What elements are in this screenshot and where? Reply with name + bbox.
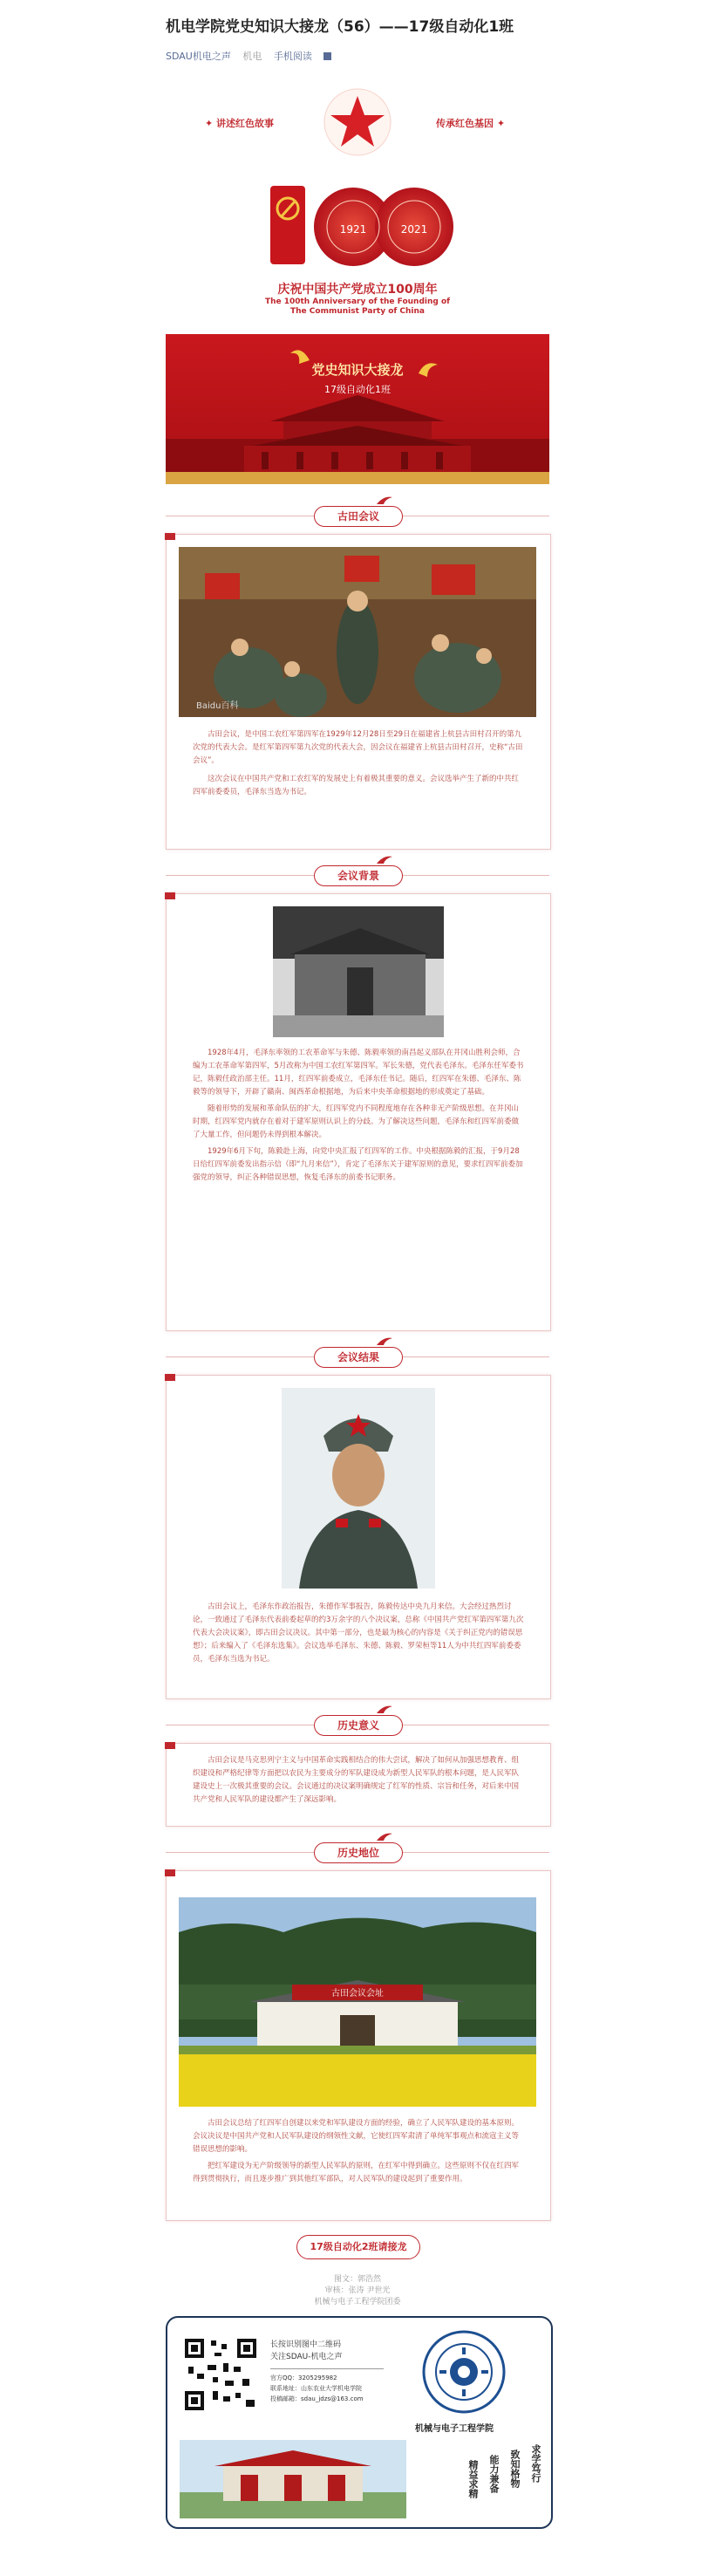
red-flag-corner-icon [165, 533, 175, 540]
section-text [193, 1754, 524, 1807]
paragraph: 随着形势的发展和革命队伍的扩大，红四军党内不同程度地存在各种非无产阶级思想。在井冈山时期，红四军党内就存在着对于建军原则认识上的分歧。为了解决这些问题，毛泽东和红四军前委做了大量工作，但问题仍未得到根本解决。 [193, 1104, 520, 1139]
bird-icon [375, 1336, 394, 1347]
red-star-icon [323, 87, 392, 157]
credits [166, 2272, 549, 2306]
article-meta [166, 49, 715, 63]
poem-line: 能力兼备 [488, 2455, 500, 2493]
bird-icon [375, 1832, 394, 1842]
section-text [193, 728, 524, 799]
section-text [193, 1047, 524, 1185]
section-card-gutian [166, 534, 551, 850]
section-card-significance [166, 1743, 551, 1827]
college-gate-photo [180, 2440, 406, 2518]
bird-icon [375, 495, 394, 506]
paragraph: 古田会议上，毛泽东作政治报告，朱德作军事报告，陈毅传达中央九月来信。大会经过热烈讨论，一致通过了毛泽东代表前委起草的约3万余字的八个决议案，总称《中国共产党红军第四军第九次代表大会决议案》，即古田会议决议。其中第一部分，也是最为核心的内容是《关于纠正党内的错误思想》；后来编入了《毛泽东选集》。会议选举毛泽东、朱德、陈毅、罗荣桓等11人为中共红四军前委委员，毛泽东当选为书记。 [193, 1602, 524, 1664]
original-label: 机电 [242, 51, 262, 62]
section-text [193, 2117, 524, 2186]
left-slogan: ✦ 讲述红色故事 [205, 118, 275, 129]
site-sign-text: 古田会议会址 [331, 1989, 384, 1999]
paragraph: 1929年6月下旬，陈毅赴上海，向党中央汇报了红四军的工作。中央根据陈毅的汇报，于9月28日给红四军前委发出指示信（即“九月来信”），肯定了毛泽东关于建军原则的意见，要求红四军前委加强党的领导，纠正各种错误思想，恢复毛泽东的前委书记职务。 [193, 1147, 523, 1182]
section-text [193, 1601, 524, 1666]
palace-illustration [166, 334, 549, 484]
title-banner [166, 334, 549, 484]
paragraph: 1928年4月，毛泽东率领的工农革命军与朱德、陈毅率领的南昌起义部队在井冈山胜利会师，合编为工农革命军第四军，5月改称为中国工农红军第四军。军长朱德，党代表毛泽东。毛泽东任军委书记，陈毅任政治部主任。11月，红四军前委成立，毛泽东任书记。随后，红四军在朱德、毛泽东、陈毅等的领导下，开辟了赣南、闽西革命根据地，为后来中央革命根据地的形成奠定了基础。 [193, 1049, 524, 1097]
section-pill: 古田会议 [314, 506, 403, 527]
celebrate-en-1: The 100th Anniversary of the Founding of [264, 297, 451, 306]
section-pill: 会议背景 [314, 865, 403, 886]
account-footer-card [166, 2316, 553, 2529]
next-class-pill: 17级自动化2班请接龙 [296, 2235, 420, 2259]
section-pill: 历史意义 [314, 1715, 403, 1736]
section-heading-result [166, 1340, 549, 1370]
section-card-status [166, 1870, 551, 2221]
credit-line: 审核：张涛 尹世光 [324, 2286, 391, 2295]
school-name: 机械与电子工程学院 [415, 2424, 494, 2434]
follow-note: 关注SDAU-机电之声 [270, 2353, 343, 2361]
qr-code-image[interactable] [181, 2335, 260, 2414]
image-watermark: Baidu百科 [196, 701, 239, 711]
celebrate-en-2: The Communist Party of China [290, 307, 425, 316]
right-slogan: 传承红色基因 ✦ [436, 118, 506, 129]
section-card-background [166, 893, 551, 1331]
article-header [0, 0, 715, 63]
red-flag-corner-icon [165, 1742, 175, 1749]
email-line: 投稿邮箱：sdau_jdzs@163.com [270, 2395, 364, 2402]
paragraph: 古田会议总结了红四军自创建以来党和军队建设方面的经验，确立了人民军队建设的基本原则。会议决议是中国共产党和人民军队建设的纲领性文献，它使红四军肃清了单纯军事观点和流寇主义等错误思想的影响。 [193, 2119, 520, 2154]
party-emblem-100-graphic [262, 179, 453, 275]
poem-line: 精益求精 [467, 2460, 479, 2498]
section-heading-status [166, 1835, 549, 1865]
section-card-result [166, 1375, 551, 1699]
red-flag-corner-icon [165, 892, 175, 899]
divider [270, 2368, 384, 2369]
poem-line: 求学笃行 [530, 2444, 541, 2483]
mobile-read-link[interactable]: 手机阅读 [274, 51, 341, 62]
centenary-logo [262, 179, 453, 327]
banner-subtitle: 17级自动化1班 [324, 384, 391, 395]
scan-note: 长按识别图中二维码 [270, 2340, 342, 2349]
footer-info [270, 2339, 410, 2404]
credit-line: 机械与电子工程学院团委 [314, 2298, 401, 2306]
bird-icon [375, 1705, 394, 1715]
section-pill: 历史地位 [314, 1842, 403, 1863]
paragraph: 古田会议，是中国工农红军第四军在1929年12月28日至29日在福建省上杭县古田村召开的第九次党的代表大会。是红军第四军第九次党的代表大会，因会议在福建省上杭县古田村召开，史称“古田会议”。 [193, 730, 523, 765]
qrcode-icon [323, 52, 331, 60]
banner-title: 党史知识大接龙 [311, 362, 404, 378]
credit-line: 图文：郭浩然 [333, 2275, 381, 2284]
article-title: 机电学院党史知识大接龙（56）——17级自动化1班 [166, 18, 514, 36]
gutian-site-photo [179, 1897, 536, 2107]
account-name-link[interactable]: SDAU机电之声 [166, 51, 231, 62]
paragraph: 古田会议是马克思列宁主义与中国革命实践相结合的伟大尝试，解决了如何从加强思想教育、组织建设和严格纪律等方面把以农民为主要成分的军队建设成为新型人民军队的根本问题，是人民军队建设史上一次极其重要的会议。会议通过的决议案明确规定了红军的性质、宗旨和任务，对后来中国共产党和人民军队的建设都产生了深远影响。 [193, 1756, 520, 1804]
qq-line: 官方QQ：3205295982 [270, 2374, 337, 2381]
year-2021: 2021 [400, 223, 428, 236]
section-pill: 会议结果 [314, 1347, 403, 1368]
section-heading-background [166, 858, 549, 888]
year-1921: 1921 [339, 223, 367, 236]
section-heading-significance [166, 1708, 549, 1738]
meeting-site-photo [273, 906, 444, 1037]
paragraph: 把红军建设为无产阶级领导的新型人民军队的原则，在红军中得到确立。这些原则不仅在红四军得到贯彻执行，而且逐步推广到其他红军部队，对人民军队的建设起到了重要作用。 [193, 2162, 520, 2183]
paragraph: 这次会议在中国共产党和工农红军的发展史上有着极其重要的意义。会议选举产生了新的中共红四军前委委员，毛泽东当选为书记。 [193, 775, 520, 796]
address-line: 联系地址：山东农业大学机电学院 [270, 2385, 362, 2392]
celebrate-cn: 庆祝中国共产党成立100周年 [277, 283, 438, 297]
red-flag-corner-icon [165, 1374, 175, 1381]
section-heading-gutian [166, 499, 549, 529]
school-seal-icon [420, 2328, 507, 2415]
mao-portrait-image [282, 1388, 435, 1589]
gutian-painting-image [179, 547, 536, 717]
poem-line: 致知格物 [509, 2450, 521, 2488]
red-flag-corner-icon [165, 1869, 175, 1876]
calligraphy-poem [429, 2444, 542, 2523]
bird-icon [375, 855, 394, 865]
